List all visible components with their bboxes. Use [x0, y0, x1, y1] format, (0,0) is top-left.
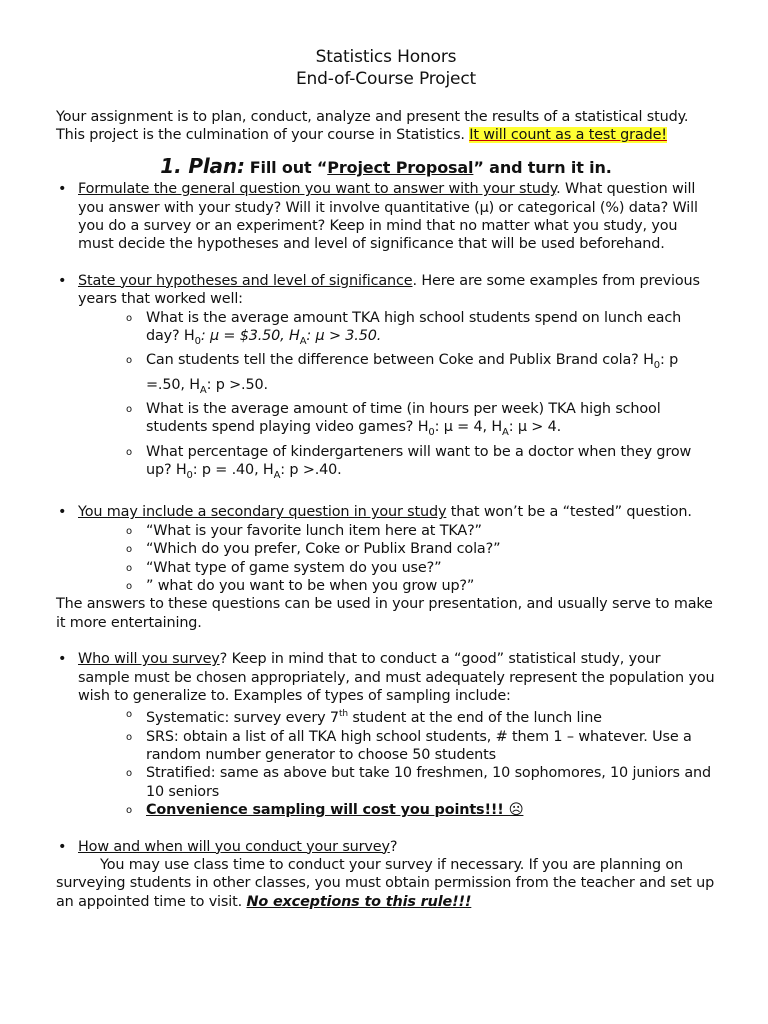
bullet-glyph: •: [58, 181, 67, 198]
document-page: [56, 46, 716, 911]
sampling-stratified: [124, 764, 716, 801]
intro-paragraph: [56, 108, 716, 145]
sub-bullet-glyph: o: [126, 446, 132, 458]
question-item: [124, 522, 716, 540]
sampling-text: Stratified: same as above but take 10 freshmen, 10 sophomores, 10 juniors and 10 seniors: [146, 765, 711, 800]
example-text: : μ > 3.50.: [306, 328, 382, 345]
bullet-hypotheses: [56, 272, 716, 485]
sampling-srs: [124, 728, 716, 765]
bullet-body: ? Keep in mind that to conduct a “good” statistical study, your sample must be chosen appropriately, and must adequately represent the population you wish to generalize to. Examples of types of sampling include:: [78, 651, 715, 704]
example-text: : p =.50, H: [146, 352, 679, 393]
bullet-heading: Formulate the general question you want to answer with your study: [78, 181, 557, 198]
sub-bullet-glyph: o: [126, 544, 132, 556]
subscript: A: [273, 469, 281, 481]
example-text: : μ = $3.50, H: [200, 328, 300, 345]
project-proposal-link[interactable]: Project Proposal: [327, 157, 474, 177]
bullet-body: . Here are some examples from previous years that worked well:: [78, 272, 700, 308]
sampling-convenience: [124, 801, 716, 819]
example-text: : p >.40.: [280, 462, 342, 478]
example-text: Can students tell the difference between Coke and Publix Brand cola? H: [146, 352, 654, 369]
bullet-who-survey: [56, 650, 716, 819]
subscript: 0: [194, 335, 201, 347]
example-video-games: [124, 400, 716, 443]
sub-bullet-glyph: o: [126, 562, 132, 574]
example-text: : μ = 4, H: [434, 419, 503, 436]
example-lunch: [124, 309, 716, 352]
sampling-text: SRS: obtain a list of all TKA high school students, # them 1 – whatever. Use a random number generator to choose 50 students: [146, 728, 692, 763]
sampling-text: Systematic: survey every 7: [146, 710, 339, 727]
plan-list: [56, 180, 716, 595]
subscript: 0: [428, 427, 435, 439]
sub-bullet-glyph: o: [126, 731, 132, 743]
spacer: [56, 820, 716, 838]
sampling-text: student at the end of the lunch line: [347, 710, 602, 727]
bullet-glyph: •: [58, 504, 67, 521]
subscript: A: [299, 335, 307, 347]
sub-bullet-glyph: o: [126, 312, 132, 324]
sampling-warning: Convenience sampling will cost you points!!! ☹: [146, 802, 524, 819]
bullet-glyph: •: [58, 651, 67, 668]
example-kindergarten: [124, 443, 716, 486]
example-text: : p = .40, H: [192, 462, 274, 478]
subscript: A: [199, 384, 207, 396]
intro-text: Your assignment is to plan, conduct, analyze and present the results of a statistical study. This project is the culmination of your course in Statistics.: [56, 109, 689, 144]
hypothesis-examples: [78, 309, 716, 486]
subscript: 0: [186, 469, 193, 481]
section-post: ” and turn it in.: [473, 157, 612, 177]
example-text: What percentage of kindergarteners will want to be a doctor when they grow up? H: [146, 443, 692, 478]
bullet-heading: You may include a secondary question in your study: [78, 504, 447, 521]
question-item: [124, 540, 716, 558]
example-text: : p >.50.: [206, 376, 268, 393]
sub-bullet-glyph: o: [126, 355, 132, 367]
plan-list-continued: [56, 632, 716, 856]
superscript: th: [338, 709, 348, 720]
question-item: [124, 559, 716, 577]
bullet-formulate-question: [56, 180, 716, 254]
bullet-body: that won’t be a “tested” question.: [446, 504, 692, 521]
secondary-examples: [78, 522, 716, 596]
example-text: : μ > 4.: [508, 419, 562, 436]
sub-bullet-glyph: o: [126, 709, 132, 721]
bullet-glyph: •: [58, 838, 67, 855]
subscript: 0: [653, 360, 660, 372]
bullet-how-when: [56, 838, 716, 856]
sampling-systematic: [124, 705, 716, 727]
spacer: [56, 632, 716, 650]
section-number: 1. Plan:: [160, 153, 245, 178]
sampling-types: [78, 705, 716, 819]
bullet-body: ?: [389, 838, 398, 855]
bullet-secondary-question: [56, 503, 716, 595]
bullet-heading: Who will you survey: [78, 651, 220, 668]
bullet-heading: How and when will you conduct your survey: [78, 838, 390, 855]
survey-text: You may use class time to conduct your survey if necessary. If you are planning on surveying students in other classes, you must obtain permission from the teacher and set up an appointed time to visit.: [56, 856, 715, 910]
section-plan-heading: [56, 153, 716, 178]
example-text: What is the average amount of time (in hours per week) TKA high school students spend playing video games? H: [146, 400, 661, 436]
spacer: [56, 254, 716, 272]
sub-bullet-glyph: o: [126, 525, 132, 537]
secondary-note: The answers to these questions can be used in your presentation, and usually serve to make it more entertaining.: [56, 596, 713, 631]
bullet-body: . What question will you answer with your study? Will it involve quantitative (μ) or categorical (%) data? Will you do a survey or an experiment? Keep in mind that no matter what you study, you must decide the hypotheses and level of significance that will be used beforehand.: [78, 181, 698, 253]
no-exceptions-note: No exceptions to this rule!!!: [246, 893, 472, 910]
survey-paragraph: [56, 856, 716, 911]
sub-bullet-glyph: o: [126, 805, 132, 817]
bullet-glyph: •: [58, 272, 67, 289]
subscript: A: [502, 427, 509, 439]
question-text: ” what do you want to be when you grow up?”: [146, 577, 475, 594]
section-pre: Fill out “: [249, 157, 328, 177]
question-text: “Which do you prefer, Coke or Publix Brand cola?”: [146, 541, 501, 558]
bullet-heading: State your hypotheses and level of significance: [78, 272, 413, 289]
test-grade-highlight: It will count as a test grade!: [469, 127, 667, 144]
example-text: What is the average amount TKA high school students spend on lunch each day? H: [146, 309, 682, 345]
sub-bullet-glyph: o: [126, 580, 132, 592]
example-cola: [124, 351, 716, 400]
sub-bullet-glyph: o: [126, 403, 132, 415]
doc-title-line2: End-of-Course Project: [295, 69, 477, 89]
sub-bullet-glyph: o: [126, 768, 132, 780]
doc-title-line1: Statistics Honors: [315, 47, 457, 67]
spacer: [56, 485, 716, 503]
question-item: [124, 577, 716, 595]
question-text: “What type of game system do you use?”: [146, 559, 442, 576]
question-text: “What is your favorite lunch item here at TKA?”: [146, 522, 482, 539]
